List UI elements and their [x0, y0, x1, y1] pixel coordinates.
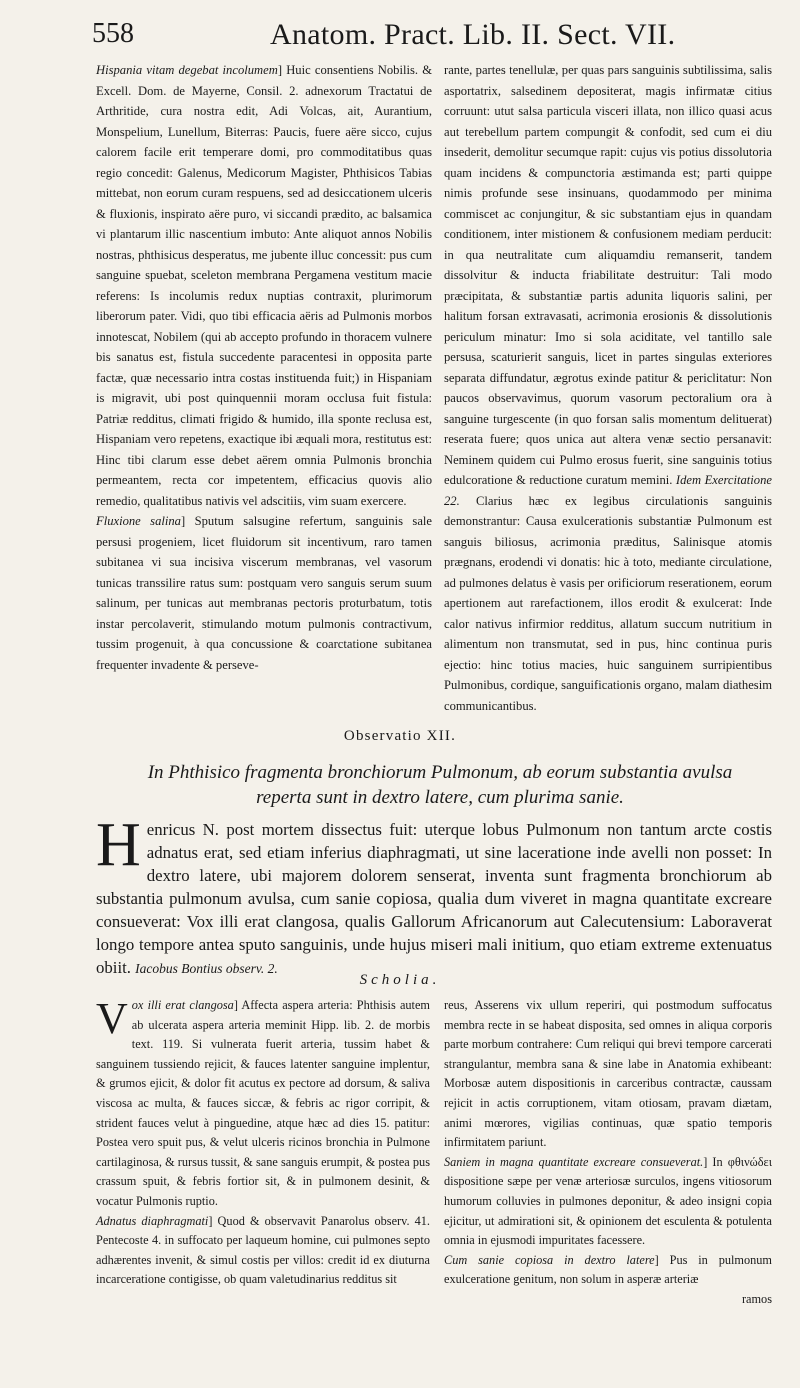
citation: Idem Exercitatione 22. [444, 473, 772, 508]
lemma: Fluxione salina [96, 514, 181, 528]
observation-title: In Phthisico fragmenta bronchiorum Pulmonum, ab eorum substantia avulsa reperta sunt in dextro latere, cum plurima sanie. [147, 762, 733, 808]
paragraph-text: ] Huic consentiens Nobilis. & Excell. Dom. de Mayerne, Consil. 2. adnexorum Tractatui de Arthritide, cura nostra edit, Adi Volcas, ait, Aurantium, Monspelium, Lunellum, Biterras: Paucis, fuere aëre sicco, cujus calorem facile erit temperare domi, pro commoditatibus quas regio concedit: Galenus, Medicorum Magister, Phthisicos Tabias mittebat, non eorum curam respuens, sed ad desiccationem ulceris & fluxionis, inspirato aëre puro, vi siccandi prædito, ac balsamica vi plantarum illic nascentium imbuto: Ante aliquot annos Nobilis nostras, phthisicus desperatus, me jubente illuc concessit: pus cum sanguine spuebat, sceleton membrana Pergamena vestitum macie referens: Is incolumis redux nuptias contraxit, plurimorum liberorum pater. Vidi, quo tibi efficacia aëris ad Pulmonis morbos innotescat, Nobilem (qui ab accepto profundo in thoracem vulnere bis sanatus est, fistula succedente paracentesi in opposita parte factæ, quæ necessario intra costas instituenda fuit;) in Hispaniam is migravit, ubi post quinquennii moram occlusa fuit fistula: Patriæ redditus, climati frigido & humido, illa sponte reclusa est, Hispaniam vero repetens, exactique ibi æquali mora, restitutus est: Hinc tibi clarum esse debet aërem omnia Pulmonis bronchia permeantem, recta cor impetentem, efficacius quovis alio remedio, qualitatibus nativis vel adscitiis, vim suam exercere. [96, 63, 432, 508]
paragraph-text: Clarius hæc ex legibus circulationis sanguinis demonstrantur: Causa exulcerationis substantiæ Pulmonum est sanguis biliosus, acrimonia præditus, Salinisque atomis prægnans, erodendi vi donatis: hic à toto, mediante circulatione, ad pulmones delatus è vasis per orificiorum reserationem, eorum apertionem aut rarefactionem, illos erodit & exulcerat: Inde calor nativus infirmior redditus, allatum succum nutritium in alimentum non transmutat, sed in pus, hinc continua puris ejectio: hinc totius macies, huic sanguinem surripientibus Pulmonibus, cordique, sanguificationis organo, malam diathesim communicantibus. [444, 493, 772, 713]
paragraph-text: ] Sputum salsugine refertum, sanguinis sale persusi progeniem, licet fluidorum sit incentivum, raro tamen subitanea vi sua incisiva viscerum membranas, vel vasorum tunicas transsilire ratus sum: postquam vero sanguis serum suum salinum, per tunicas aut membranas pectoris proturbatum, totis instar percolaverit, stimulando motum pulmonis contractivum, tussim progenuit, à qua concussione & coarctatione subitanea frequenter invadente & perseve- [96, 514, 433, 672]
paragraph [96, 1212, 430, 1290]
scholia-left-column [96, 996, 430, 1290]
paragraph [444, 1251, 772, 1290]
lemma: Hispania vitam degebat incolumem [96, 63, 278, 77]
observation-heading: Observatio XII. [343, 728, 457, 744]
scholia-heading: Scholia. [359, 972, 441, 988]
paragraph [96, 996, 430, 1212]
paragraph [444, 60, 772, 716]
lemma: Adnatus diaphragmati [96, 1213, 209, 1228]
drop-cap: V [96, 994, 128, 1043]
catchword: ramos [741, 1291, 772, 1306]
paragraph-text: reus, Asserens vix ullum reperiri, qui postmodum suffocatus membra recte in se habeat disposita, sed omnes in aliqua corporis parte morbum contrahere: Cum reliqui qui brevi tempore carcerati strangulantur, membra sana & sine labe in Anatomia exhibeant: Morbosæ autem dispositionis in carceribus contractæ, caussam rejicit in actis corruptionem, vitam otiosam, pravam diætam, animi mœrores, vigilias continuas, quæ spatio temporis infirmitatem pariunt. [444, 998, 772, 1150]
paragraph-text: rante, partes tenellulæ, per quas pars sanguinis subtilissima, salis asportatrix, salsedinem depositerat, magis infirmatæ citius corruunt: utut salsa particula visceri illata, non illico quasi acus aut terebellum partem compungit & confodit, sed cum ei diu insederit, demolitur secumque rapit: cujus vis potius dissolutoria quam incidens & compunctoria æstimanda est; parti quippe nimis profunde sese insinuans, quodammodo per minima commiscet ac conjungitur, & sic substantiam ejus in quandam conditionem, inter mistionem & confusionem mediam perducit: in qua neutralitate cum aliquamdiu remanserit, tandem dissolvitur & inducta friabilitate destruitur: Tali modo præcipitata, & substantiæ partis adunita liquoris salini, per halitum forsan extravasati, acrimonia erosionis & dissolutionis periculum minatur: Imo si sola aciditate, vel tantillo sale persusa, scaturierit sanguis, licet in partes singulas exteriores separata diffundatur, ægrotus exinde patitur & periclitatur: Non paucos observavimus, quorum vasorum pectoralium ora à sanguine turgescente (in quo forsan salis momentum delituerat) reserata fuere; quos unica aut altera venæ sectio persanavit: Neminem quidem cui Pulmo erosus fuerit, sine sanguinis totius edulcoratione & reductione curatum memini. [444, 63, 772, 487]
paragraph-text: ] In φθινώδει dispositione sæpe per venæ arteriosæ surculos, ingens vitiosorum humorum colluvies in pulmones deponitur, & adeo insigni copia ejicitur, ut admirationi sit, & opinionem det esculenta & potulenta omnia in ejusmodi impuritates facessere. [444, 1154, 773, 1248]
paragraph-text: ] Pus in pulmonum exulceratione genitum, non solum in asperæ arteriæ [444, 1252, 773, 1287]
running-head: Anatom. Pract. Lib. II. Sect. VII. [270, 18, 676, 51]
page-header [92, 18, 792, 54]
page-number: 558 [92, 18, 134, 49]
paragraph-text: ] Quod & observavit Panarolus observ. 41. Pentecoste 4. in suffocato per laqueum homine, cui pulmones septo adhærentes invenit, & simul costis per villos: credit id ex diuturna incarceratione contigisse, ob quam valetudinarius redditus sit [96, 1213, 430, 1287]
paragraph-text: ] Affecta aspera arteria: Phthisis autem ab ulcerata aspera arteria meminit Hipp. lib. 2. de morbis text. 119. Si vulnerata fuerit arteria, tussim habet & sanguinem tussiendo rejicit, & fauces latenter sanguine implentur, & grumos ejicit, & dolor fit acutus ex pectore ad dorsum, & saliva viscosa ac multa, & fauces siccæ, & febris ac rigor corripit, & strident fauces velut à pinguedine, atque hæc ad dies 15. patitur: Postea vero spuit pus, & velut ulceris ricinos bronchia in Pulmone cartilaginosa, & rursus tussit, & sane sanguis erumpit, & postea pus crassum spuit, & febris fortior sit, & in pulmonem desinit, & vocatur Pulmonis ruptio. [96, 998, 430, 1208]
case-report [96, 811, 772, 980]
paragraph [96, 60, 432, 511]
paragraph [96, 511, 432, 675]
lemma: Saniem in magna quantitate excreare consueverat. [444, 1154, 704, 1169]
citation: Iacobus Bontius observ. 2. [135, 961, 278, 976]
lemma: Cum sanie copiosa in dextro latere [444, 1252, 655, 1267]
scholia-right-column [444, 996, 772, 1310]
lemma: ox illi erat clangosa [131, 998, 234, 1012]
top-right-column [444, 60, 772, 716]
paragraph [444, 996, 772, 1153]
case-text: enricus N. post mortem dissectus fuit: uterque lobus Pulmonum non tantum arcte costis adnatus erat, sed etiam inferius diaphragmati, ut sine laceratione inde avelli non posset: In dextro latere, ubi majorem dolorem senserat, inventa sunt fragmenta bronchiorum ab substantia pulmonum avulsa, cum sanie copiosa, qualia dum viveret in magna quantitate excreare consueverat: Vox illi erat clangosa, qualis Gallorum Africanorum aut Calecutensium: Laboraverat longo tempore antea sputo sanguinis, unde hujus miseri mali initium, quo etiam extreme extenuatus obiit. [96, 820, 772, 977]
top-left-column [96, 60, 432, 675]
paragraph [444, 1153, 772, 1251]
drop-cap: H [96, 811, 141, 879]
